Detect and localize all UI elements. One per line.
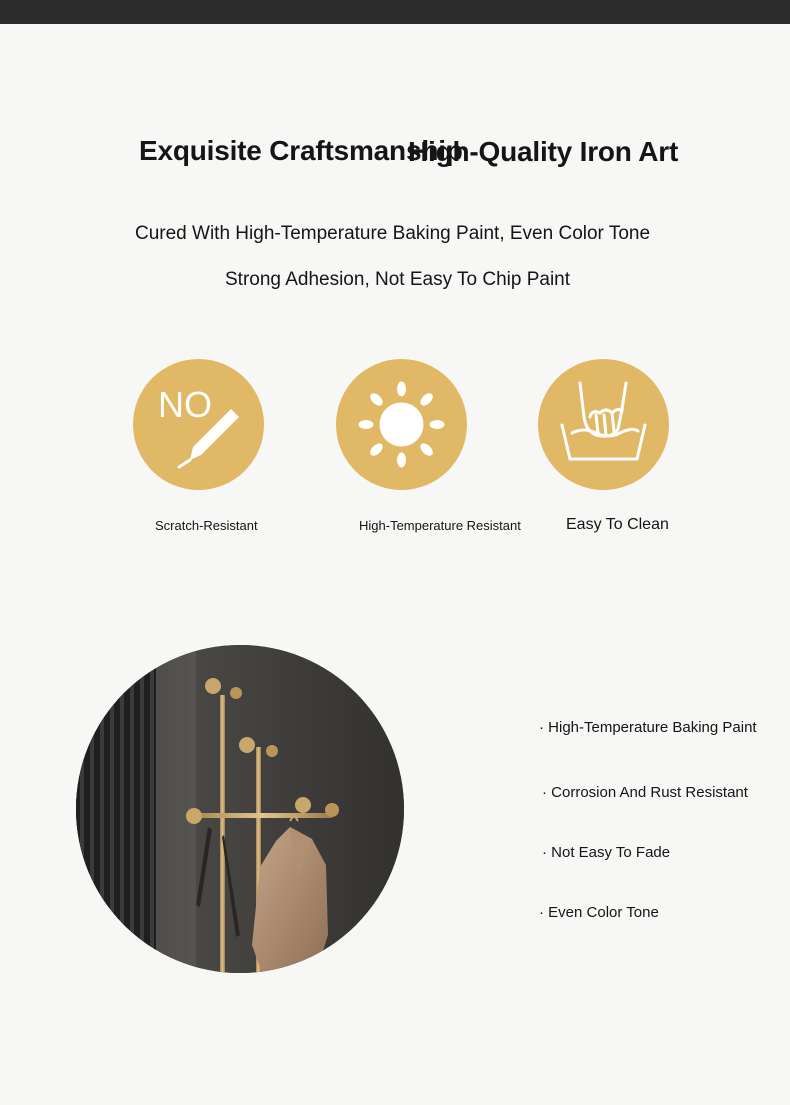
- easy-to-clean-badge: [538, 359, 669, 490]
- bullet-even-color-tone: · Even Color Tone: [539, 904, 659, 921]
- no-text: NO: [158, 384, 212, 425]
- intro-line-1: Cured With High-Temperature Baking Paint, Even Color Tone: [135, 223, 651, 244]
- bullet-not-easy-to-fade: · Not Easy To Fade: [542, 844, 671, 861]
- sun-icon: [336, 359, 467, 490]
- feature-label-high-temperature-resistant: High-Temperature Resistant: [359, 518, 521, 533]
- title-high-quality-iron-art: High-Quality Iron Art: [408, 136, 679, 167]
- scratch-resistant-badge: [133, 359, 264, 490]
- top-bar: [0, 0, 790, 24]
- feature-label-scratch-resistant: Scratch-Resistant: [155, 518, 258, 533]
- feature-label-easy-to-clean: Easy To Clean: [566, 516, 669, 533]
- coat-rack-photo: [76, 645, 404, 973]
- bullet-corrosion-resistant: · Corrosion And Rust Resistant: [542, 784, 748, 801]
- no-scratch-pen-icon: [133, 359, 264, 490]
- intro-line-2: Strong Adhesion, Not Easy To Chip Paint: [225, 269, 571, 290]
- high-temperature-badge: [336, 359, 467, 490]
- title-exquisite-craftsmanship: Exquisite Craftsmanship: [139, 135, 463, 166]
- bullet-baking-paint: · High-Temperature Baking Paint: [539, 719, 757, 736]
- hand-washing-icon: [538, 359, 669, 490]
